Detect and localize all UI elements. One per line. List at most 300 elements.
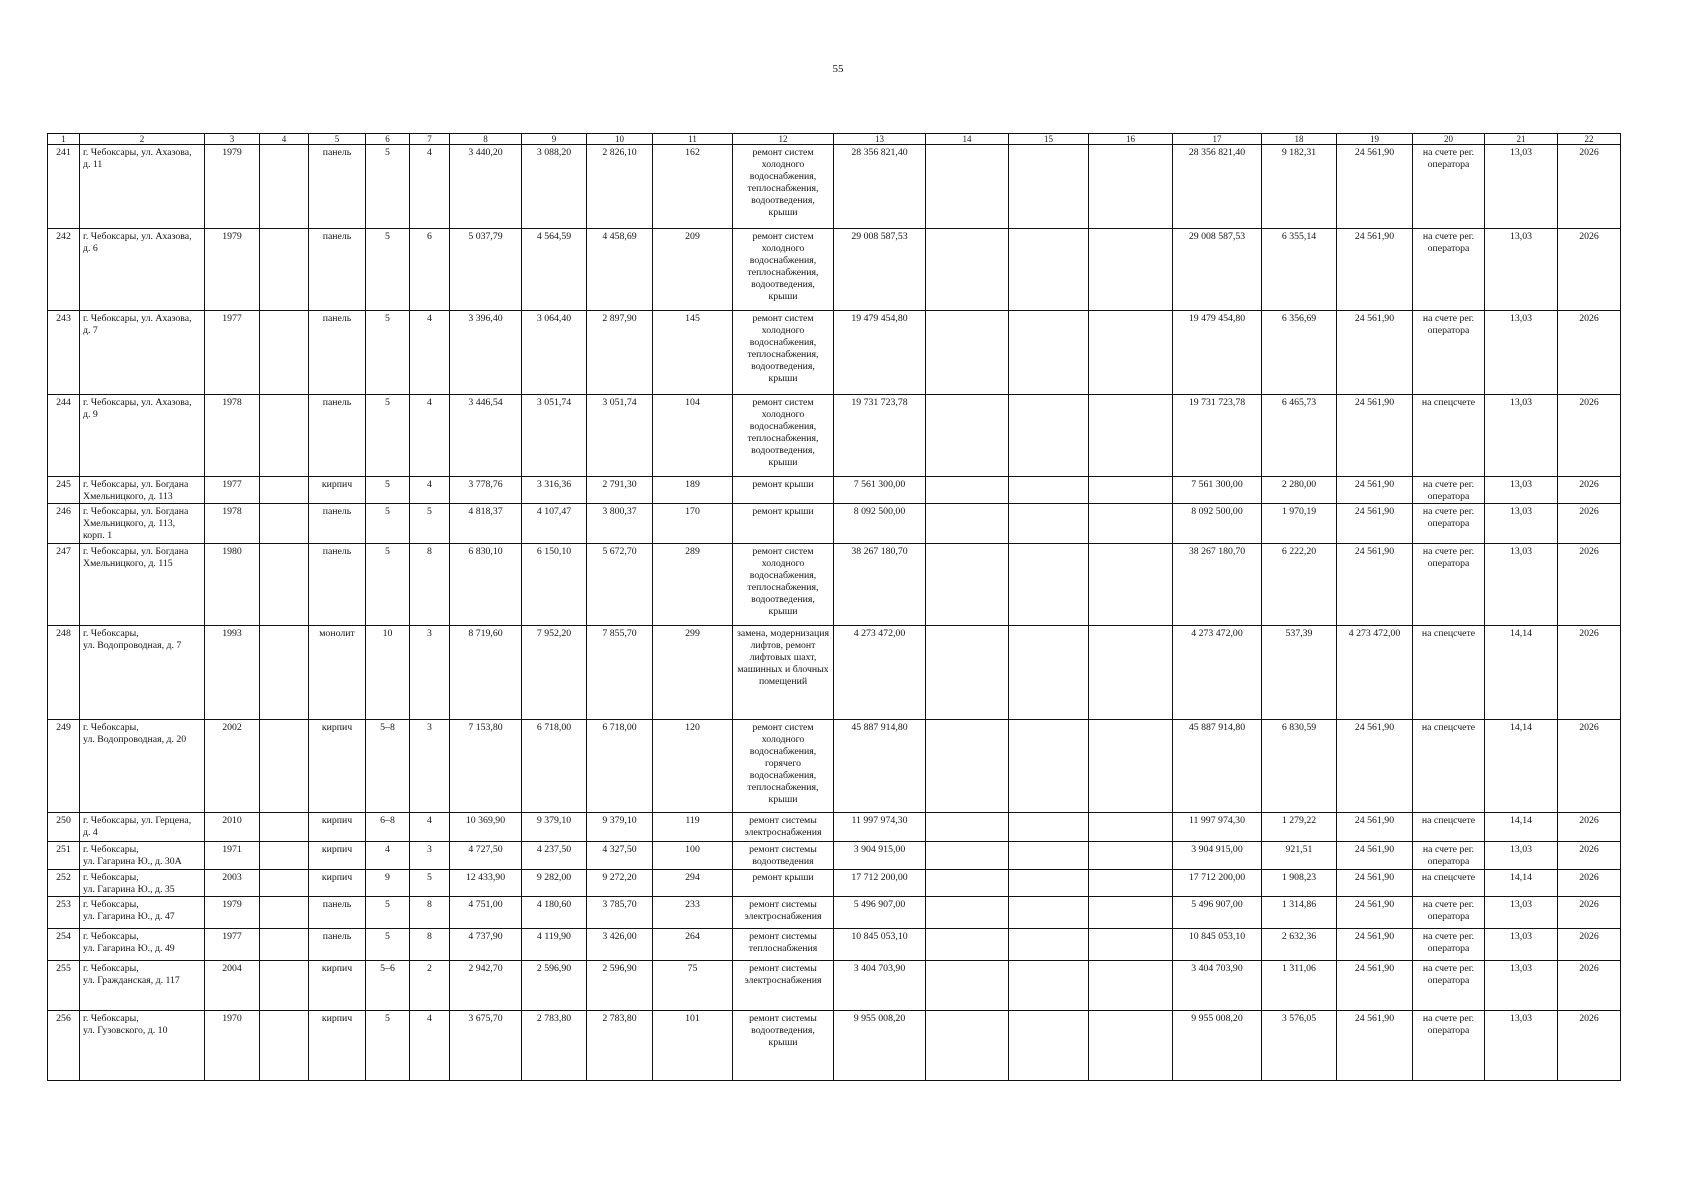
floors-cell: 5 [366,229,410,311]
cost-col-13-cell: 9 955 008,20 [834,1011,926,1081]
repair-works-cell: ремонт систем холодного водоснабжения, теплоснабжения, водоотведения, крыши [733,229,834,311]
unit-cost-cell: 1 970,19 [1262,504,1337,544]
row-number-cell: 256 [48,1011,80,1081]
col-15-cell [1009,1011,1089,1081]
residents-cell: 299 [653,626,733,720]
area-col-10-cell: 3 785,70 [587,897,653,929]
cost-col-17-cell: 38 267 180,70 [1173,544,1262,626]
unit-cost-cell: 1 279,22 [1262,813,1337,842]
completion-year-cell: 2026 [1558,477,1621,504]
area-col-9-cell: 4 180,60 [522,897,587,929]
column-number-header: 6 [366,134,410,145]
col-15-cell [1009,145,1089,229]
cost-col-17-cell: 28 356 821,40 [1173,145,1262,229]
residents-cell: 264 [653,929,733,961]
floors-cell: 5 [366,1011,410,1081]
cost-col-13-cell: 10 845 053,10 [834,929,926,961]
fund-account-cell: на счете рег. оператора [1413,842,1485,870]
unit-cost-cell: 6 830,59 [1262,720,1337,813]
col-14-cell [926,929,1009,961]
rate-cell: 13,03 [1485,1011,1558,1081]
completion-year-cell: 2026 [1558,897,1621,929]
col-16-cell [1089,720,1173,813]
cost-col-17-cell: 4 273 472,00 [1173,626,1262,720]
completion-year-cell: 2026 [1558,395,1621,477]
cost-col-13-cell: 38 267 180,70 [834,544,926,626]
column-number-header: 19 [1337,134,1413,145]
area-col-9-cell: 4 107,47 [522,504,587,544]
area-col-8-cell: 3 446,54 [450,395,522,477]
repair-program-table [47,133,1621,1081]
completion-year-cell: 2026 [1558,929,1621,961]
col-14-cell [926,311,1009,395]
cost-col-13-cell: 19 479 454,80 [834,311,926,395]
column-number-header: 5 [309,134,366,145]
cost-col-17-cell: 5 496 907,00 [1173,897,1262,929]
residents-cell: 233 [653,897,733,929]
col-4-cell [260,961,309,1011]
row-number-cell: 242 [48,229,80,311]
year-cell: 1979 [205,145,260,229]
row-number-cell: 250 [48,813,80,842]
rate-cell: 13,03 [1485,929,1558,961]
col-15-cell [1009,395,1089,477]
col-4-cell [260,720,309,813]
row-number-cell: 246 [48,504,80,544]
entrances-cell: 4 [410,477,450,504]
address-cell: г. Чебоксары, ул. Водопроводная, д. 7 [80,626,205,720]
area-col-10-cell: 2 791,30 [587,477,653,504]
column-number-header: 8 [450,134,522,145]
col-4-cell [260,842,309,870]
year-cell: 1970 [205,1011,260,1081]
rate-cell: 14,14 [1485,720,1558,813]
col-16-cell [1089,395,1173,477]
cost-col-17-cell: 19 731 723,78 [1173,395,1262,477]
completion-year-cell: 2026 [1558,504,1621,544]
entrances-cell: 2 [410,961,450,1011]
col-15-cell [1009,477,1089,504]
column-number-header: 17 [1173,134,1262,145]
row-number-cell: 244 [48,395,80,477]
cost-col-13-cell: 45 887 914,80 [834,720,926,813]
area-col-10-cell: 9 272,20 [587,870,653,897]
col-16-cell [1089,870,1173,897]
fund-account-cell: на счете рег. оператора [1413,1011,1485,1081]
wall-material-cell: панель [309,311,366,395]
completion-year-cell: 2026 [1558,229,1621,311]
repair-works-cell: ремонт систем холодного водоснабжения, теплоснабжения, водоотведения, крыши [733,145,834,229]
year-cell: 1977 [205,477,260,504]
address-cell: г. Чебоксары, ул. Гагарина Ю., д. 30А [80,842,205,870]
column-number-header: 10 [587,134,653,145]
address-cell: г. Чебоксары, ул. Гузовского, д. 10 [80,1011,205,1081]
row-number-cell: 241 [48,145,80,229]
completion-year-cell: 2026 [1558,626,1621,720]
col-15-cell [1009,870,1089,897]
max-unit-cost-cell: 24 561,90 [1337,229,1413,311]
address-cell: г. Чебоксары, ул. Гагарина Ю., д. 47 [80,897,205,929]
table-row [48,870,1621,897]
fund-account-cell: на счете рег. оператора [1413,544,1485,626]
column-number-header: 9 [522,134,587,145]
max-unit-cost-cell: 24 561,90 [1337,897,1413,929]
row-number-cell: 254 [48,929,80,961]
cost-col-13-cell: 5 496 907,00 [834,897,926,929]
residents-cell: 120 [653,720,733,813]
residents-cell: 189 [653,477,733,504]
column-number-header: 7 [410,134,450,145]
residents-cell: 209 [653,229,733,311]
rate-cell: 13,03 [1485,961,1558,1011]
repair-works-cell: ремонт крыши [733,504,834,544]
table-row [48,395,1621,477]
entrances-cell: 6 [410,229,450,311]
max-unit-cost-cell: 24 561,90 [1337,961,1413,1011]
wall-material-cell: кирпич [309,720,366,813]
completion-year-cell: 2026 [1558,961,1621,1011]
address-cell: г. Чебоксары, ул. Ахазова, д. 11 [80,145,205,229]
residents-cell: 104 [653,395,733,477]
table-row [48,842,1621,870]
table-row [48,477,1621,504]
floors-cell: 5 [366,929,410,961]
area-col-10-cell: 3 800,37 [587,504,653,544]
col-14-cell [926,395,1009,477]
column-number-header: 2 [80,134,205,145]
col-16-cell [1089,504,1173,544]
fund-account-cell: на счете рег. оператора [1413,504,1485,544]
table-row [48,504,1621,544]
cost-col-13-cell: 29 008 587,53 [834,229,926,311]
col-15-cell [1009,311,1089,395]
floors-cell: 9 [366,870,410,897]
residents-cell: 294 [653,870,733,897]
rate-cell: 13,03 [1485,544,1558,626]
year-cell: 2003 [205,870,260,897]
repair-works-cell: ремонт системы теплоснабжения [733,929,834,961]
floors-cell: 5 [366,145,410,229]
unit-cost-cell: 3 576,05 [1262,1011,1337,1081]
col-15-cell [1009,961,1089,1011]
col-4-cell [260,897,309,929]
area-col-10-cell: 4 327,50 [587,842,653,870]
row-number-cell: 247 [48,544,80,626]
wall-material-cell: кирпич [309,477,366,504]
entrances-cell: 4 [410,1011,450,1081]
entrances-cell: 4 [410,145,450,229]
table-row [48,1011,1621,1081]
table-header [48,134,1621,145]
col-15-cell [1009,720,1089,813]
col-15-cell [1009,229,1089,311]
col-14-cell [926,145,1009,229]
col-14-cell [926,544,1009,626]
rate-cell: 13,03 [1485,477,1558,504]
fund-account-cell: на счете рег. оператора [1413,477,1485,504]
repair-works-cell: замена, модернизация лифтов, ремонт лифтовых шахт, машинных и блочных помещений [733,626,834,720]
max-unit-cost-cell: 24 561,90 [1337,395,1413,477]
completion-year-cell: 2026 [1558,1011,1621,1081]
fund-account-cell: на спецсчете [1413,870,1485,897]
repair-works-cell: ремонт систем холодного водоснабжения, теплоснабжения, водоотведения, крыши [733,395,834,477]
col-14-cell [926,1011,1009,1081]
col-15-cell [1009,504,1089,544]
max-unit-cost-cell: 24 561,90 [1337,145,1413,229]
max-unit-cost-cell: 24 561,90 [1337,477,1413,504]
unit-cost-cell: 6 356,69 [1262,311,1337,395]
repair-works-cell: ремонт системы водоотведения [733,842,834,870]
repair-works-cell: ремонт системы водоотведения, крыши [733,1011,834,1081]
column-number-header: 15 [1009,134,1089,145]
rate-cell: 14,14 [1485,626,1558,720]
completion-year-cell: 2026 [1558,870,1621,897]
unit-cost-cell: 6 355,14 [1262,229,1337,311]
area-col-8-cell: 4 751,00 [450,897,522,929]
fund-account-cell: на спецсчете [1413,720,1485,813]
column-number-header: 3 [205,134,260,145]
floors-cell: 5 [366,897,410,929]
cost-col-13-cell: 11 997 974,30 [834,813,926,842]
column-number-header: 12 [733,134,834,145]
col-16-cell [1089,544,1173,626]
entrances-cell: 8 [410,544,450,626]
wall-material-cell: кирпич [309,870,366,897]
cost-col-17-cell: 9 955 008,20 [1173,1011,1262,1081]
column-number-header: 18 [1262,134,1337,145]
area-col-8-cell: 3 396,40 [450,311,522,395]
area-col-10-cell: 3 426,00 [587,929,653,961]
max-unit-cost-cell: 24 561,90 [1337,1011,1413,1081]
area-col-10-cell: 7 855,70 [587,626,653,720]
cost-col-17-cell: 45 887 914,80 [1173,720,1262,813]
col-4-cell [260,870,309,897]
repair-works-cell: ремонт крыши [733,870,834,897]
unit-cost-cell: 1 314,86 [1262,897,1337,929]
entrances-cell: 8 [410,929,450,961]
unit-cost-cell: 9 182,31 [1262,145,1337,229]
entrances-cell: 4 [410,813,450,842]
unit-cost-cell: 2 632,36 [1262,929,1337,961]
table-row [48,544,1621,626]
entrances-cell: 3 [410,842,450,870]
address-cell: г. Чебоксары, ул. Водопроводная, д. 20 [80,720,205,813]
cost-col-17-cell: 3 404 703,90 [1173,961,1262,1011]
rate-cell: 13,03 [1485,145,1558,229]
wall-material-cell: панель [309,504,366,544]
cost-col-13-cell: 17 712 200,00 [834,870,926,897]
table-row [48,929,1621,961]
col-4-cell [260,395,309,477]
col-4-cell [260,229,309,311]
max-unit-cost-cell: 24 561,90 [1337,929,1413,961]
rate-cell: 13,03 [1485,897,1558,929]
area-col-8-cell: 3 778,76 [450,477,522,504]
col-15-cell [1009,897,1089,929]
rate-cell: 13,03 [1485,311,1558,395]
column-number-header: 20 [1413,134,1485,145]
column-number-header: 13 [834,134,926,145]
area-col-10-cell: 2 826,10 [587,145,653,229]
rate-cell: 14,14 [1485,813,1558,842]
col-14-cell [926,897,1009,929]
area-col-9-cell: 6 718,00 [522,720,587,813]
col-16-cell [1089,813,1173,842]
col-14-cell [926,870,1009,897]
area-col-8-cell: 4 727,50 [450,842,522,870]
col-4-cell [260,929,309,961]
unit-cost-cell: 1 311,06 [1262,961,1337,1011]
completion-year-cell: 2026 [1558,813,1621,842]
col-4-cell [260,544,309,626]
row-number-cell: 252 [48,870,80,897]
max-unit-cost-cell: 24 561,90 [1337,813,1413,842]
area-col-9-cell: 9 282,00 [522,870,587,897]
area-col-10-cell: 2 596,90 [587,961,653,1011]
fund-account-cell: на счете рег. оператора [1413,145,1485,229]
year-cell: 1978 [205,504,260,544]
area-col-9-cell: 2 783,80 [522,1011,587,1081]
table-row [48,961,1621,1011]
floors-cell: 10 [366,626,410,720]
col-16-cell [1089,897,1173,929]
area-col-10-cell: 5 672,70 [587,544,653,626]
floors-cell: 5–8 [366,720,410,813]
completion-year-cell: 2026 [1558,842,1621,870]
fund-account-cell: на спецсчете [1413,626,1485,720]
floors-cell: 5 [366,544,410,626]
col-14-cell [926,229,1009,311]
row-number-cell: 249 [48,720,80,813]
area-col-10-cell: 9 379,10 [587,813,653,842]
entrances-cell: 4 [410,311,450,395]
residents-cell: 119 [653,813,733,842]
wall-material-cell: панель [309,544,366,626]
col-16-cell [1089,477,1173,504]
residents-cell: 75 [653,961,733,1011]
col-4-cell [260,477,309,504]
area-col-9-cell: 3 088,20 [522,145,587,229]
unit-cost-cell: 537,39 [1262,626,1337,720]
unit-cost-cell: 1 908,23 [1262,870,1337,897]
completion-year-cell: 2026 [1558,720,1621,813]
row-number-cell: 245 [48,477,80,504]
column-number-header: 22 [1558,134,1621,145]
col-14-cell [926,842,1009,870]
rate-cell: 13,03 [1485,229,1558,311]
completion-year-cell: 2026 [1558,311,1621,395]
col-4-cell [260,145,309,229]
max-unit-cost-cell: 24 561,90 [1337,870,1413,897]
address-cell: г. Чебоксары, ул. Богдана Хмельницкого, д. 115 [80,544,205,626]
column-number-header: 16 [1089,134,1173,145]
col-4-cell [260,813,309,842]
area-col-8-cell: 10 369,90 [450,813,522,842]
address-cell: г. Чебоксары, ул. Гагарина Ю., д. 49 [80,929,205,961]
unit-cost-cell: 921,51 [1262,842,1337,870]
entrances-cell: 8 [410,897,450,929]
repair-works-cell: ремонт системы электроснабжения [733,897,834,929]
wall-material-cell: панель [309,897,366,929]
address-cell: г. Чебоксары, ул. Богдана Хмельницкого, д. 113 [80,477,205,504]
repair-works-cell: ремонт систем холодного водоснабжения, теплоснабжения, водоотведения, крыши [733,311,834,395]
area-col-10-cell: 3 051,74 [587,395,653,477]
floors-cell: 4 [366,842,410,870]
row-number-cell: 253 [48,897,80,929]
floors-cell: 5 [366,477,410,504]
cost-col-17-cell: 11 997 974,30 [1173,813,1262,842]
wall-material-cell: кирпич [309,961,366,1011]
year-cell: 2004 [205,961,260,1011]
repair-works-cell: ремонт системы электроснабжения [733,813,834,842]
wall-material-cell: панель [309,929,366,961]
cost-col-17-cell: 7 561 300,00 [1173,477,1262,504]
entrances-cell: 3 [410,626,450,720]
row-number-cell: 251 [48,842,80,870]
area-col-8-cell: 6 830,10 [450,544,522,626]
max-unit-cost-cell: 4 273 472,00 [1337,626,1413,720]
table-row [48,813,1621,842]
address-cell: г. Чебоксары, ул. Гагарина Ю., д. 35 [80,870,205,897]
col-16-cell [1089,311,1173,395]
cost-col-13-cell: 28 356 821,40 [834,145,926,229]
floors-cell: 5 [366,311,410,395]
rate-cell: 13,03 [1485,842,1558,870]
address-cell: г. Чебоксары, ул. Ахазова, д. 7 [80,311,205,395]
area-col-9-cell: 3 316,36 [522,477,587,504]
area-col-9-cell: 3 064,40 [522,311,587,395]
cost-col-17-cell: 19 479 454,80 [1173,311,1262,395]
floors-cell: 5 [366,504,410,544]
entrances-cell: 5 [410,870,450,897]
col-15-cell [1009,929,1089,961]
year-cell: 1980 [205,544,260,626]
year-cell: 1979 [205,897,260,929]
cost-col-17-cell: 8 092 500,00 [1173,504,1262,544]
area-col-9-cell: 2 596,90 [522,961,587,1011]
column-number-header: 11 [653,134,733,145]
area-col-8-cell: 3 675,70 [450,1011,522,1081]
col-16-cell [1089,626,1173,720]
max-unit-cost-cell: 24 561,90 [1337,842,1413,870]
column-number-header-row [48,134,1621,145]
address-cell: г. Чебоксары, ул. Богдана Хмельницкого, д. 113, корп. 1 [80,504,205,544]
repair-works-cell: ремонт крыши [733,477,834,504]
fund-account-cell: на счете рег. оператора [1413,961,1485,1011]
table-row [48,145,1621,229]
cost-col-13-cell: 8 092 500,00 [834,504,926,544]
max-unit-cost-cell: 24 561,90 [1337,720,1413,813]
col-16-cell [1089,1011,1173,1081]
table-row [48,229,1621,311]
max-unit-cost-cell: 24 561,90 [1337,504,1413,544]
column-number-header: 4 [260,134,309,145]
completion-year-cell: 2026 [1558,544,1621,626]
unit-cost-cell: 2 280,00 [1262,477,1337,504]
residents-cell: 162 [653,145,733,229]
year-cell: 2002 [205,720,260,813]
column-number-header: 14 [926,134,1009,145]
cost-col-13-cell: 19 731 723,78 [834,395,926,477]
area-col-8-cell: 3 440,20 [450,145,522,229]
col-14-cell [926,720,1009,813]
address-cell: г. Чебоксары, ул. Ахазова, д. 6 [80,229,205,311]
area-col-9-cell: 4 237,50 [522,842,587,870]
rate-cell: 14,14 [1485,870,1558,897]
area-col-9-cell: 9 379,10 [522,813,587,842]
rate-cell: 13,03 [1485,504,1558,544]
fund-account-cell: на счете рег. оператора [1413,897,1485,929]
